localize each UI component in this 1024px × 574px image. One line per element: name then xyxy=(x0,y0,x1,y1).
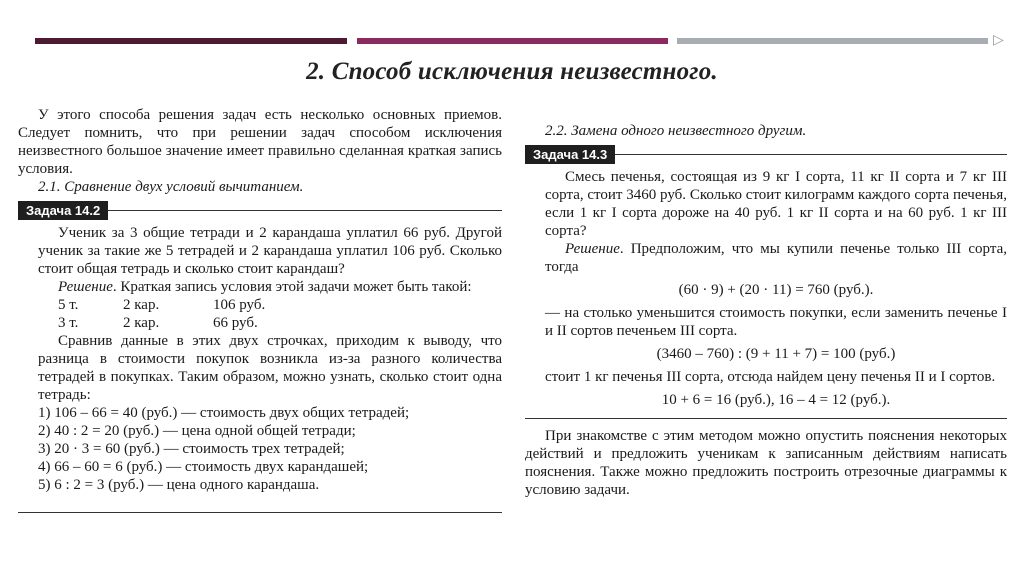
task-problem: Ученик за 3 общие тетради и 2 карандаша уплатил 66 руб. Другой ученик за такие же 5 тетрадей и 2 карандаша уплатил 106 руб. Сколько стоит общая тетрадь и сколько стоит карандаш? xyxy=(38,225,502,277)
solution-intro xyxy=(545,240,1007,276)
step: 4) 66 – 60 = 6 (руб.) — стоимость двух карандашей; xyxy=(38,459,369,475)
formula-1: (60 · 9) + (20 · 11) = 760 (руб.). xyxy=(678,282,874,298)
right-column xyxy=(525,106,1007,498)
solution-text: . Краткая запись условия этой задачи может быть такой: xyxy=(112,279,472,295)
subheading-2-1: 2.1. Сравнение двух условий вычитанием. xyxy=(38,179,304,195)
row-cell: 66 руб. xyxy=(213,315,258,331)
compare-paragraph: Сравнив данные в этих двух строчках, приходим к выводу, что разница в стоимости покупок возникла из-за разного количества тетрадей в покупках. Таким образом, можно узнать, сколько стоит одна тетрадь: xyxy=(38,333,502,403)
row-cell: 2 кар. xyxy=(123,315,160,331)
task-header-14-2 xyxy=(18,201,502,220)
solution-text: . Предположим, что мы купили печенье только III сорта, тогда xyxy=(545,241,1007,275)
header-bar-magenta xyxy=(357,38,668,44)
solution-intro xyxy=(38,278,502,296)
formula-2: (3460 – 760) : (9 + 11 + 7) = 100 (руб.) xyxy=(656,346,896,362)
slide-title: 2. Способ исключения неизвестного. xyxy=(306,58,718,85)
explanation-2: стоит 1 кг печенья III сорта, отсюда найдем цену печенья II и I сортов. xyxy=(545,369,996,385)
left-column xyxy=(18,106,502,513)
row-cell: 106 руб. xyxy=(213,297,266,313)
row-cell: 2 кар. xyxy=(123,297,160,313)
condition-row xyxy=(38,314,502,332)
row-cell: 5 т. xyxy=(58,297,79,313)
task-14-3-body xyxy=(525,168,1007,419)
solution-label: Решение xyxy=(565,241,620,257)
step: 5) 6 : 2 = 3 (руб.) — цена одного карандаша. xyxy=(38,477,320,493)
step: 2) 40 : 2 = 20 (руб.) — цена одной общей тетради; xyxy=(38,423,356,439)
step: 3) 20 · 3 = 60 (руб.) — стоимость трех тетрадей; xyxy=(38,441,345,457)
task-problem: Смесь печенья, состоящая из 9 кг I сорта, 11 кг II сорта и 7 кг III сорта, стоит 3460 руб. Сколько стоит килограмм каждого сорта печенья, если 1 кг I сорта дороже на 40 руб. 1 кг II сорта и на 60 руб. 1 кг III сорта? xyxy=(545,169,1007,239)
header-bar-gray xyxy=(677,38,988,44)
task-header-14-3 xyxy=(525,145,1007,164)
header-bar-dark xyxy=(35,38,347,44)
solution-label: Решение xyxy=(58,279,113,295)
condition-row xyxy=(38,296,502,314)
subheading-2-2: 2.2. Замена одного неизвестного другим. xyxy=(545,123,807,139)
closing-paragraph: При знакомстве с этим методом можно опустить пояснения некоторых действий и предложить ученикам к записанным действиям написать пояснения. Также можно предложить построить отрезочные диаграммы к условию задачи. xyxy=(525,428,1007,498)
task-14-2-body xyxy=(18,224,502,494)
row-cell: 3 т. xyxy=(58,315,79,331)
step: 1) 106 – 66 = 40 (руб.) — стоимость двух общих тетрадей; xyxy=(38,405,410,421)
explanation-1: — на столько уменьшится стоимость покупки, если заменить печенье I и II сортов печеньем III сорта. xyxy=(545,305,1007,339)
task-label: Задача 14.2 xyxy=(18,201,108,220)
next-slide-arrow-icon[interactable]: ▷ xyxy=(993,32,1004,48)
intro-paragraph: У этого способа решения задач есть несколько основных приемов. Следует помнить, что при решении задач способом исключения неизвестного большое значение имеет правильно сделанная краткая запись условия. xyxy=(18,107,502,177)
formula-3: 10 + 6 = 16 (руб.), 16 – 4 = 12 (руб.). xyxy=(661,392,891,408)
task-label: Задача 14.3 xyxy=(525,145,615,164)
